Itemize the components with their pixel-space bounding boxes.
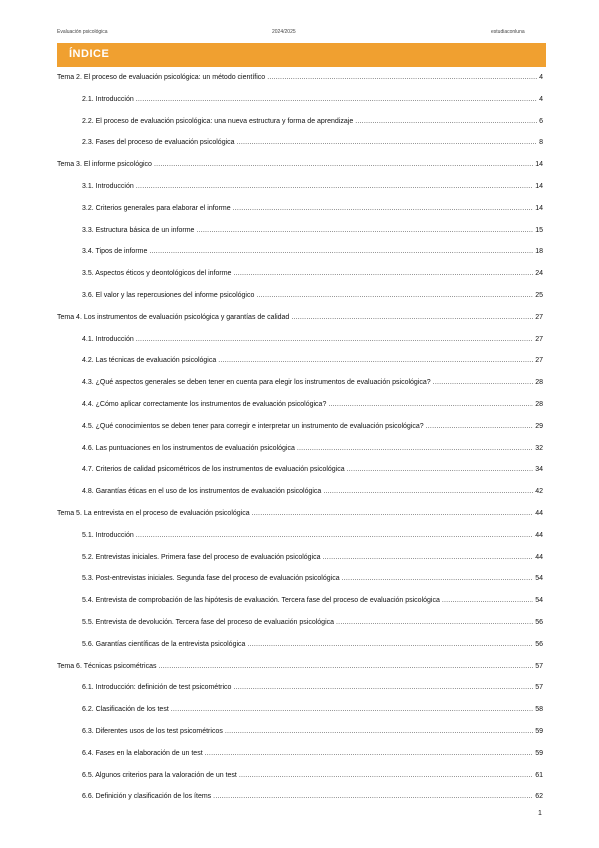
toc-entry-label: 4.3. ¿Qué aspectos generales se deben tener en cuenta para elegir los instrumentos de evaluación psicológica? bbox=[82, 379, 431, 387]
page-number: 1 bbox=[538, 810, 542, 817]
toc-leader-dots bbox=[297, 444, 533, 453]
toc-leader-dots bbox=[218, 356, 533, 365]
toc-entry-page: 6 bbox=[539, 117, 543, 125]
toc-entry-label: 6.1. Introducción: definición de test psicométrico bbox=[82, 684, 232, 692]
toc-section-entry[interactable] bbox=[82, 444, 543, 453]
toc-leader-dots bbox=[233, 204, 534, 213]
toc-entry-page: 44 bbox=[535, 553, 543, 561]
toc-entry-label: Tema 4. Los instrumentos de evaluación psicológica y garantías de calidad bbox=[57, 313, 290, 321]
toc-leader-dots bbox=[196, 226, 533, 235]
toc-section-entry[interactable] bbox=[82, 553, 543, 562]
toc-leader-dots bbox=[233, 683, 533, 692]
toc-section-entry[interactable] bbox=[82, 487, 543, 496]
toc-leader-dots bbox=[433, 378, 534, 387]
toc-section-entry[interactable] bbox=[82, 138, 543, 147]
toc-leader-dots bbox=[355, 117, 537, 126]
toc-entry-label: 3.3. Estructura básica de un informe bbox=[82, 226, 195, 234]
toc-entry-page: 34 bbox=[535, 466, 543, 474]
toc-entry-label: 4.4. ¿Cómo aplicar correctamente los instrumentos de evaluación psicológica? bbox=[82, 401, 327, 408]
toc-section-entry[interactable] bbox=[82, 531, 543, 540]
toc-entry-page: 14 bbox=[535, 183, 543, 190]
running-header-year: 2024/2025 bbox=[272, 29, 296, 35]
toc-leader-dots bbox=[225, 727, 533, 736]
toc-entry-page: 28 bbox=[535, 379, 543, 387]
toc-entry-label: 4.5. ¿Qué conocimientos se deben tener para corregir e interpretar un instrumento de evaluación psicológica? bbox=[82, 422, 424, 430]
toc-chapter-entry[interactable] bbox=[57, 313, 543, 322]
toc-entry-page: 42 bbox=[535, 488, 543, 496]
toc-entry-page: 28 bbox=[535, 401, 543, 408]
toc-section-entry[interactable] bbox=[82, 618, 543, 627]
toc-entry-page: 44 bbox=[535, 531, 543, 539]
index-banner bbox=[57, 43, 546, 67]
toc-entry-page: 44 bbox=[535, 510, 543, 517]
toc-leader-dots bbox=[136, 335, 533, 344]
toc-entry-label: 2.3. Fases del proceso de evaluación psicológica bbox=[82, 139, 235, 147]
toc-section-entry[interactable] bbox=[82, 356, 543, 365]
toc-section-entry[interactable] bbox=[82, 269, 543, 278]
toc-section-entry[interactable] bbox=[82, 117, 543, 126]
toc-section-entry[interactable] bbox=[82, 400, 543, 409]
toc-entry-page: 54 bbox=[535, 597, 543, 605]
toc-section-entry[interactable] bbox=[82, 574, 543, 583]
toc-entry-label: 5.2. Entrevistas iniciales. Primera fase del proceso de evaluación psicológica bbox=[82, 553, 321, 561]
toc-leader-dots bbox=[136, 95, 537, 104]
toc-section-entry[interactable] bbox=[82, 792, 543, 801]
toc-entry-page: 27 bbox=[535, 313, 543, 321]
toc-entry-page: 24 bbox=[535, 270, 543, 278]
toc-entry-page: 27 bbox=[535, 357, 543, 365]
toc-leader-dots bbox=[237, 138, 538, 147]
toc-entry-label: 5.6. Garantías científicas de la entrevista psicológica bbox=[82, 640, 246, 648]
toc-leader-dots bbox=[213, 792, 533, 801]
toc-entry-label: 4.7. Criterios de calidad psicométricos de los instrumentos de evaluación psicológica bbox=[82, 466, 345, 474]
toc-entry-label: 6.6. Definición y clasificación de los ítems bbox=[82, 793, 212, 801]
toc-entry-label: 6.4. Fases en la elaboración de un test bbox=[82, 749, 203, 757]
toc-chapter-entry[interactable] bbox=[57, 160, 543, 169]
toc-entry-page: 8 bbox=[539, 139, 543, 147]
toc-leader-dots bbox=[291, 313, 533, 322]
toc-section-entry[interactable] bbox=[82, 727, 543, 736]
toc-entry-page: 59 bbox=[535, 728, 543, 735]
toc-section-entry[interactable] bbox=[82, 596, 543, 605]
toc-entry-label: 4.8. Garantías éticas en el uso de los instrumentos de evaluación psicológica bbox=[82, 488, 322, 496]
toc-entry-label: 3.6. El valor y las repercusiones del informe psicológico bbox=[82, 292, 255, 299]
toc-entry-page: 62 bbox=[535, 793, 543, 801]
toc-entry-label: 2.1. Introducción bbox=[82, 95, 134, 103]
toc-entry-label: 5.5. Entrevista de devolución. Tercera fase del proceso de evaluación psicológica bbox=[82, 619, 335, 626]
toc-entry-label: 6.5. Algunos criterios para la valoración de un test bbox=[82, 771, 237, 779]
toc-entry-label: 6.3. Diferentes usos de los test psicométricos bbox=[82, 728, 223, 735]
toc-section-entry[interactable] bbox=[82, 335, 543, 344]
toc-entry-label: Tema 5. La entrevista en el proceso de evaluación psicológica bbox=[57, 510, 250, 517]
toc-entry-label: 5.4. Entrevista de comprobación de las hipótesis de evaluación. Tercera fase del proceso de evaluación psicológica bbox=[82, 597, 440, 605]
toc-section-entry[interactable] bbox=[82, 226, 543, 235]
toc-entry-page: 54 bbox=[535, 575, 543, 583]
toc-entry-page: 4 bbox=[539, 95, 543, 103]
toc-entry-label: 3.5. Aspectos éticos y deontológicos del informe bbox=[82, 270, 232, 278]
toc-section-entry[interactable] bbox=[82, 291, 543, 300]
toc-entry-page: 59 bbox=[535, 749, 543, 757]
toc-entry-label: Tema 2. El proceso de evaluación psicológica: un método científico bbox=[57, 74, 266, 81]
toc-leader-dots bbox=[267, 73, 537, 82]
toc-leader-dots bbox=[158, 662, 533, 671]
toc-section-entry[interactable] bbox=[82, 95, 543, 104]
toc-entry-page: 14 bbox=[535, 204, 543, 212]
toc-leader-dots bbox=[323, 487, 533, 496]
toc-entry-label: 4.1. Introducción bbox=[82, 335, 134, 343]
toc-leader-dots bbox=[336, 618, 533, 627]
toc-entry-page: 14 bbox=[535, 161, 543, 169]
toc-section-entry[interactable] bbox=[82, 422, 543, 431]
toc-leader-dots bbox=[256, 291, 533, 300]
toc-entry-label: Tema 3. El informe psicológico bbox=[57, 161, 152, 169]
toc-section-entry[interactable] bbox=[82, 204, 543, 213]
toc-entry-page: 18 bbox=[535, 248, 543, 256]
toc-entry-label: 3.4. Tipos de informe bbox=[82, 248, 148, 256]
toc-leader-dots bbox=[149, 247, 533, 256]
toc-entry-page: 58 bbox=[535, 706, 543, 714]
toc-leader-dots bbox=[342, 574, 534, 583]
toc-section-entry[interactable] bbox=[82, 378, 543, 387]
toc-section-entry[interactable] bbox=[82, 749, 543, 758]
toc-leader-dots bbox=[323, 553, 534, 562]
toc-section-entry[interactable] bbox=[82, 465, 543, 474]
running-header-left: Evaluación psicológica bbox=[57, 29, 108, 35]
toc-leader-dots bbox=[205, 749, 534, 758]
toc-section-entry[interactable] bbox=[82, 705, 543, 714]
toc-entry-label: Tema 6. Técnicas psicométricas bbox=[57, 662, 157, 670]
toc-section-entry[interactable] bbox=[82, 640, 543, 649]
toc-leader-dots bbox=[239, 771, 533, 780]
toc-entry-label: 3.2. Criterios generales para elaborar el informe bbox=[82, 204, 231, 212]
toc-entry-label: 3.1. Introducción bbox=[82, 183, 134, 190]
toc-entry-page: 4 bbox=[539, 74, 543, 81]
toc-entry-page: 15 bbox=[535, 226, 543, 234]
toc-entry-page: 56 bbox=[535, 619, 543, 626]
toc-leader-dots bbox=[328, 400, 533, 409]
toc-section-entry[interactable] bbox=[82, 182, 543, 191]
toc-section-entry[interactable] bbox=[82, 247, 543, 256]
toc-entry-page: 56 bbox=[535, 640, 543, 648]
toc-leader-dots bbox=[154, 160, 533, 169]
toc-section-entry[interactable] bbox=[82, 771, 543, 780]
toc-chapter-entry[interactable] bbox=[57, 73, 543, 82]
toc-leader-dots bbox=[426, 422, 534, 431]
toc-section-entry[interactable] bbox=[82, 683, 543, 692]
toc-leader-dots bbox=[442, 596, 533, 605]
toc-leader-dots bbox=[252, 509, 534, 518]
toc-entry-page: 61 bbox=[535, 771, 543, 779]
toc-entry-page: 27 bbox=[535, 335, 543, 343]
toc-chapter-entry[interactable] bbox=[57, 509, 543, 518]
toc-leader-dots bbox=[136, 182, 533, 191]
toc-entry-page: 29 bbox=[535, 422, 543, 430]
toc-entry-label: 6.2. Clasificación de los test bbox=[82, 706, 169, 714]
toc-entry-label: 5.1. Introducción bbox=[82, 531, 134, 539]
toc-entry-label: 4.2. Las técnicas de evaluación psicológica bbox=[82, 357, 217, 365]
toc-leader-dots bbox=[347, 465, 534, 474]
index-title: ÍNDICE bbox=[69, 48, 110, 60]
toc-entry-label: 2.2. El proceso de evaluación psicológica: una nueva estructura y forma de aprendizaje bbox=[82, 117, 354, 125]
toc-entry-label: 4.6. Las puntuaciones en los instrumentos de evaluación psicológica bbox=[82, 444, 295, 452]
toc-leader-dots bbox=[171, 705, 533, 714]
toc-leader-dots bbox=[233, 269, 533, 278]
toc-chapter-entry[interactable] bbox=[57, 662, 543, 671]
toc-entry-page: 57 bbox=[535, 684, 543, 692]
toc-leader-dots bbox=[136, 531, 533, 540]
toc-leader-dots bbox=[247, 640, 533, 649]
toc-entry-page: 32 bbox=[535, 444, 543, 452]
toc-entry-label: 5.3. Post-entrevistas iniciales. Segunda fase del proceso de evaluación psicológica bbox=[82, 575, 340, 583]
running-header-right: estudiaconluna bbox=[491, 29, 525, 35]
toc-entry-page: 25 bbox=[535, 292, 543, 299]
toc-entry-page: 57 bbox=[535, 662, 543, 670]
